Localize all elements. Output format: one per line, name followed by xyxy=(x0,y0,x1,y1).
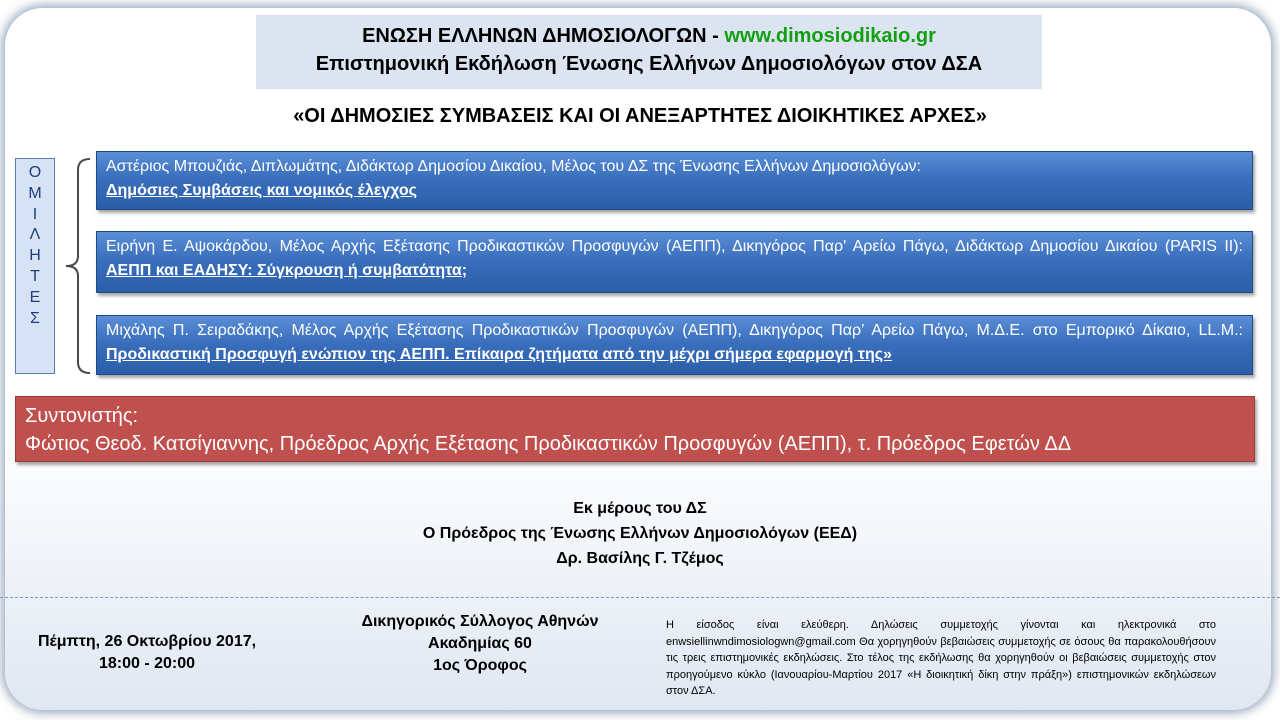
event-date-line: Πέμπτη, 26 Οκτωβρίου 2017, xyxy=(37,633,257,650)
speaker-box-1 xyxy=(96,151,1253,210)
speaker-bio: Ειρήνη Ε. Αψοκάρδου, Μέλος Αρχής Εξέτασης Προδικαστικών Προσφυγών (ΑΕΠΠ), Δικηγόρος Παρ' Αρείω Πάγω, Διδάκτωρ Δημοσίου Δικαίου (PARIS II): xyxy=(106,238,1243,255)
header-subtitle: Επιστημονική Εκδήλωση Ένωσης Ελλήνων Δημοσιολόγων στον ΔΣΑ xyxy=(315,53,983,75)
venue-name: Δικηγορικός Σύλλογος Αθηνών xyxy=(361,613,599,630)
speakers-label-letter: Τ xyxy=(30,267,40,285)
signature-line-1: Εκ μέρους του ΔΣ xyxy=(573,500,707,517)
header-title xyxy=(256,25,1042,48)
speakers-label-letter: Σ xyxy=(30,309,40,327)
speakers-label-letter: Ο xyxy=(28,164,42,181)
venue-street: Ακαδημίας 60 xyxy=(428,635,532,652)
header-separator: - xyxy=(706,25,725,47)
speaker-bio: Αστέριος Μπουζιάς, Διπλωμάτης, Διδάκτωρ Δημοσίου Δικαίου, Μέλος του ΔΣ της Ένωσης Ελλήνων Δημοσιολόγων: xyxy=(106,158,921,175)
participation-note: Η είσοδος είναι ελεύθερη. Δηλώσεις συμμετοχής γίνονται και ηλεκτρονικά στο enwsiellinwndimosiologwn@gmail.com Θα χορηγηθούν βεβαιώσεις συμμετοχής σε όσους θα παρακολουθήσουν τις τρεις επιστημονικές εκδηλώσεις. Στο τέλος της εκδήλωσης θα χορηγηθούν οι βεβαιώσεις συμμετοχής στον προηγούμενο κύκλο (Ιανουαρίου-Μαρτίου 2017 «Η διοικητική δίκη στην πράξη») επιστημονικών εκδηλώσεων στον ΔΣΑ. xyxy=(666,619,1216,698)
website-link[interactable]: www.dimosiodikaio.gr xyxy=(724,25,936,47)
speaker-topic: ΑΕΠΠ και ΕΑΔΗΣΥ: Σύγκρουση ή συμβατότητα; xyxy=(106,262,468,279)
brace-connector xyxy=(60,156,94,376)
speakers-vertical-label xyxy=(15,158,55,374)
speakers-label-letter: Η xyxy=(29,247,41,265)
org-name: ΕΝΩΣΗ ΕΛΛΗΝΩΝ ΔΗΜΟΣΙΟΛΟΓΩΝ xyxy=(362,25,707,47)
signature-block xyxy=(0,496,1280,571)
speakers-label-letter: Ι xyxy=(32,205,38,223)
speaker-box-3 xyxy=(96,315,1253,375)
event-time-line: 18:00 - 20:00 xyxy=(98,655,196,672)
coordinator-box xyxy=(15,396,1255,462)
coordinator-name: Φώτιος Θεοδ. Κατσίγιαννης, Πρόεδρος Αρχής Εξέτασης Προδικαστικών Προσφυγών (ΑΕΠΠ), τ. Πρόεδρος Εφετών ΔΔ xyxy=(25,433,1072,455)
speaker-topic: Προδικαστική Προσφυγή ενώπιον της ΑΕΠΠ. Επίκαιρα ζητήματα από την μέχρι σήμερα εφαρμογή της» xyxy=(106,346,892,363)
speaker-topic: Δημόσιες Συμβάσεις και νομικός έλεγχος xyxy=(106,182,417,199)
header-box xyxy=(256,15,1042,89)
event-venue xyxy=(330,611,630,677)
speakers-label-letter: Μ xyxy=(28,184,42,202)
signature-line-3: Δρ. Βασίλης Γ. Τζέμος xyxy=(556,550,724,567)
speakers-label-letter: Ε xyxy=(29,288,41,306)
venue-floor: 1ος Όροφος xyxy=(433,657,527,674)
event-date xyxy=(22,631,272,675)
signature-line-2: Ο Πρόεδρος της Ένωσης Ελλήνων Δημοσιολόγων (ΕΕΔ) xyxy=(422,525,858,542)
speaker-bio: Μιχάλης Π. Σειραδάκης, Μέλος Αρχής Εξέτασης Προδικαστικών Προσφυγών (ΑΕΠΠ), Δικηγόρος Παρ’ Αρείω Πάγω, Μ.Δ.Ε. στο Εμπορικό Δίκαιο, LL.M.: xyxy=(106,322,1243,339)
footer-divider xyxy=(0,597,1280,598)
event-title: «ΟΙ ΔΗΜΟΣΙΕΣ ΣΥΜΒΑΣΕΙΣ ΚΑΙ ΟΙ ΑΝΕΞΑΡΤΗΤΕΣ ΔΙΟΙΚΗΤΙΚΕΣ ΑΡΧΕΣ» xyxy=(293,105,987,127)
coordinator-label: Συντονιστής: xyxy=(25,405,139,427)
speaker-box-2 xyxy=(96,231,1253,293)
speakers-label-letter: Λ xyxy=(29,226,41,244)
